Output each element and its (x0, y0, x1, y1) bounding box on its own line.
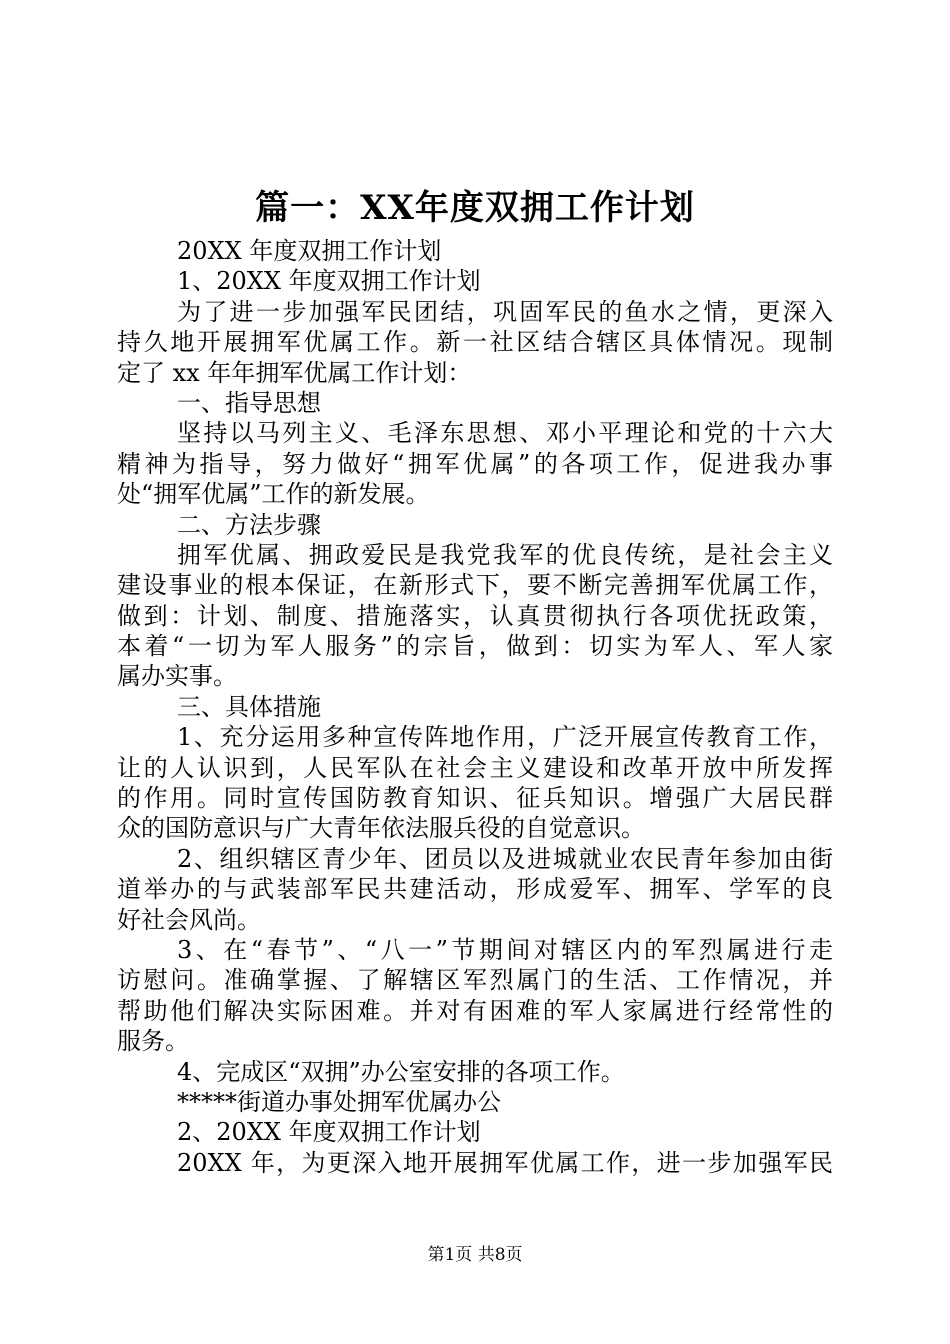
document-body (117, 236, 833, 1178)
text-line: *****街道办事处拥军优属办公 (177, 1087, 501, 1116)
text-line: 道举办的与武装部军民共建活动，形成爱军、拥军、学军的良 (117, 875, 833, 904)
text-line: 二、方法步骤 (177, 510, 321, 539)
text-line: 定了 xx 年年拥军优属工作计划： (117, 358, 472, 387)
text-line: 本着“一切为军人服务”的宗旨，做到：切实为军人、军人家 (117, 632, 833, 661)
text-line: 2、组织辖区青少年、团员以及进城就业农民青年参加由街 (177, 844, 833, 873)
text-line: 处“拥军优属”工作的新发展。 (117, 480, 430, 509)
text-line: 为了进一步加强军民团结，巩固军民的鱼水之情，更深入 (177, 297, 833, 326)
text-line: 的作用。同时宣传国防教育知识、征兵知识。增强广大居民群 (117, 784, 833, 813)
page-title: 篇一：XX年度双拥工作计划 (255, 188, 695, 228)
text-line: 持久地开展拥军优属工作。新一社区结合辖区具体情况。现制 (117, 328, 833, 357)
text-line: 4、完成区“双拥”办公室安排的各项工作。 (177, 1057, 625, 1086)
text-line: 众的国防意识与广大青年依法服兵役的自觉意识。 (117, 814, 645, 843)
text-line: 1、充分运用多种宣传阵地作用，广泛开展宣传教育工作， (177, 723, 833, 752)
text-line: 服务。 (117, 1027, 189, 1056)
text-line: 访慰问。准确掌握、了解辖区军烈属门的生活、工作情况，并 (117, 966, 833, 995)
text-line: 坚持以马列主义、毛泽东思想、邓小平理论和党的十六大 (177, 419, 833, 448)
text-line: 帮助他们解决实际困难。并对有困难的军人家属进行经常性的 (117, 996, 833, 1025)
text-line: 2、20XX 年度双拥工作计划 (177, 1118, 481, 1147)
text-line: 让的人认识到，人民军队在社会主义建设和改革开放中所发挥 (117, 753, 833, 782)
text-line: 拥军优属、拥政爱民是我党我军的优良传统，是社会主义 (177, 540, 833, 569)
text-line: 做到：计划、制度、措施落实，认真贯彻执行各项优抚政策， (117, 601, 833, 630)
text-line: 属办实事。 (117, 662, 237, 691)
page-footer: 第1页 共8页 (427, 1245, 523, 1265)
text-line: 好社会风尚。 (117, 905, 261, 934)
text-line: 三、具体措施 (177, 692, 321, 721)
text-line: 1、20XX 年度双拥工作计划 (177, 267, 481, 296)
text-line: 精神为指导，努力做好“拥军优属”的各项工作，促进我办事 (117, 449, 833, 478)
text-line: 20XX 年，为更深入地开展拥军优属工作，进一步加强军民 (177, 1148, 833, 1177)
text-line: 一、指导思想 (177, 388, 321, 417)
text-line: 建设事业的根本保证，在新形式下，要不断完善拥军优属工作， (117, 571, 833, 600)
text-line: 3、在“春节”、“八一”节期间对辖区内的军烈属进行走 (177, 935, 833, 964)
text-line: 20XX 年度双拥工作计划 (177, 237, 442, 265)
